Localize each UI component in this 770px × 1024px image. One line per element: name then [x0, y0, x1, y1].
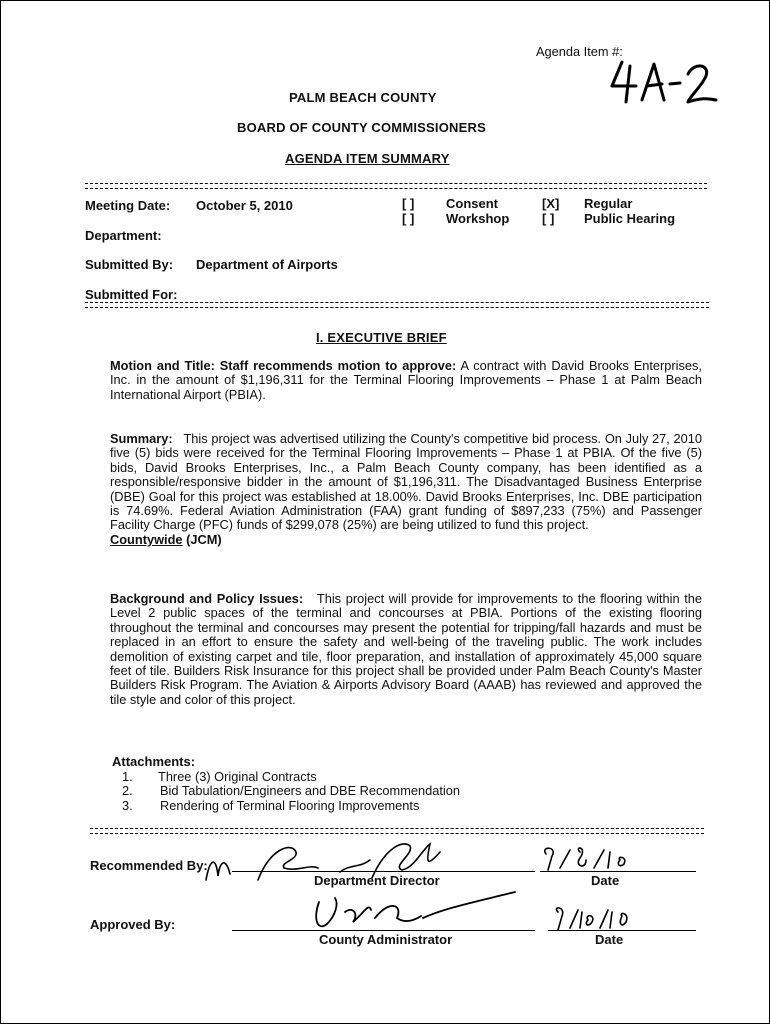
- divider-submitted: [85, 302, 709, 308]
- summary-initials: (JCM): [186, 531, 222, 547]
- director-signature-line: [232, 871, 535, 872]
- meeting-date-label: Meeting Date:: [85, 198, 171, 213]
- summary-label: Summary:: [110, 431, 173, 446]
- attachment-number: 1.: [122, 769, 133, 784]
- handwritten-date-1: [540, 846, 630, 872]
- meeting-date-value: October 5, 2010: [196, 198, 293, 213]
- administrator-label: County Administrator: [319, 932, 453, 947]
- handwritten-item-number: [610, 60, 720, 105]
- public-hearing-checkbox: [ ]: [542, 211, 555, 226]
- date-label-2: Date: [595, 932, 624, 947]
- consent-checkbox: [ ]: [402, 196, 415, 211]
- recommended-by-label: Recommended By:: [90, 858, 208, 873]
- county-title: PALM BEACH COUNTY: [289, 90, 437, 105]
- divider-top: [85, 183, 707, 189]
- motion-text: A contract with David Brooks Enterprises, Inc. in the amount of $1,196,311 for the Terminal Flooring Improvements – Phase 1 at Palm Beach International Airport (PBIA).: [110, 358, 702, 402]
- agenda-item-number: [610, 60, 720, 105]
- regular-checkbox: [X]: [542, 196, 560, 211]
- department-label: Department:: [85, 228, 162, 243]
- public-hearing-label: Public Hearing: [584, 211, 676, 226]
- attachments-label: Attachments:: [112, 754, 196, 769]
- submitted-for-label: Submitted For:: [85, 287, 178, 302]
- consent-label: Consent: [446, 196, 498, 211]
- section-title: I. EXECUTIVE BRIEF: [316, 330, 447, 345]
- workshop-checkbox: [ ]: [402, 211, 415, 226]
- director-label: Department Director: [314, 873, 440, 888]
- approved-date: [548, 904, 638, 932]
- regular-label: Regular: [584, 196, 633, 211]
- attachment-number: 3.: [122, 798, 133, 813]
- countywide-label: Countywide: [110, 531, 183, 547]
- background-label: Background and Policy Issues:: [110, 591, 304, 606]
- recommended-date: [540, 846, 630, 872]
- motion-label: Motion and Title:: [110, 358, 215, 373]
- attachment-number: 2.: [122, 783, 133, 798]
- summary-title: AGENDA ITEM SUMMARY: [285, 151, 450, 166]
- date-label-1: Date: [591, 873, 620, 888]
- motion-lead: Staff recommends motion to approve:: [219, 358, 457, 373]
- attachment-item: Rendering of Terminal Flooring Improvements: [160, 798, 420, 813]
- approved-by-label: Approved By:: [90, 917, 176, 932]
- attachment-item: Bid Tabulation/Engineers and DBE Recommendation: [160, 783, 460, 798]
- handwritten-date-2: [548, 904, 638, 932]
- background-paragraph: [110, 592, 702, 707]
- attachment-item: Three (3) Original Contracts: [158, 769, 317, 784]
- background-text: This project will provide for improvements to the flooring within the Level 2 public spaces of the terminal and concourses at PBIA. Portions of the existing flooring throughout the terminal and concourses may present the potential for tripping/fall hazards and must be replaced in an effort to ensure the safety and well-being of the traveling public. The work includes demolition of existing carpet and tile, floor preparation, and installation of approximately 45,000 square feet of tile. Builders Risk Insurance for this project shall be provided under Palm Beach County's Master Builders Risk Program. The Aviation & Airports Advisory Board (AAAB) has reviewed and approved the tile style and color of this project.: [110, 591, 702, 707]
- submitted-by-value: Department of Airports: [196, 257, 338, 272]
- summary-paragraph: [110, 432, 702, 547]
- motion-paragraph: [110, 359, 702, 402]
- administrator-signature-line: [232, 930, 535, 931]
- board-title: BOARD OF COUNTY COMMISSIONERS: [237, 120, 486, 135]
- workshop-label: Workshop: [446, 211, 510, 226]
- divider-bottom: [90, 828, 704, 834]
- date-line-2: [548, 930, 696, 931]
- agenda-item-label: Agenda Item #:: [536, 44, 623, 59]
- date-line-1: [540, 871, 696, 872]
- submitted-by-label: Submitted By:: [85, 257, 174, 272]
- summary-text: This project was advertised utilizing the County's competitive bid process. On July 27, 2010 five (5) bids were received for the Terminal Flooring Improvements – Phase 1 at PBIA. Of the five (5) bids, David Brooks Enterprises, Inc., a Palm Beach County company, has been identified as a responsible/responsive bidder in the amount of $1,196,311. The Disadvantaged Business Enterprise (DBE) Goal for this project was established at 18.00%. David Brooks Enterprises, Inc. DBE participation is 74.69%. Federal Aviation Administration (FAA) grant funding of $897,233 (75%) and Passenger Facility Charge (PFC) funds of $299,078 (25%) are being utilized to fund this project.: [110, 431, 702, 533]
